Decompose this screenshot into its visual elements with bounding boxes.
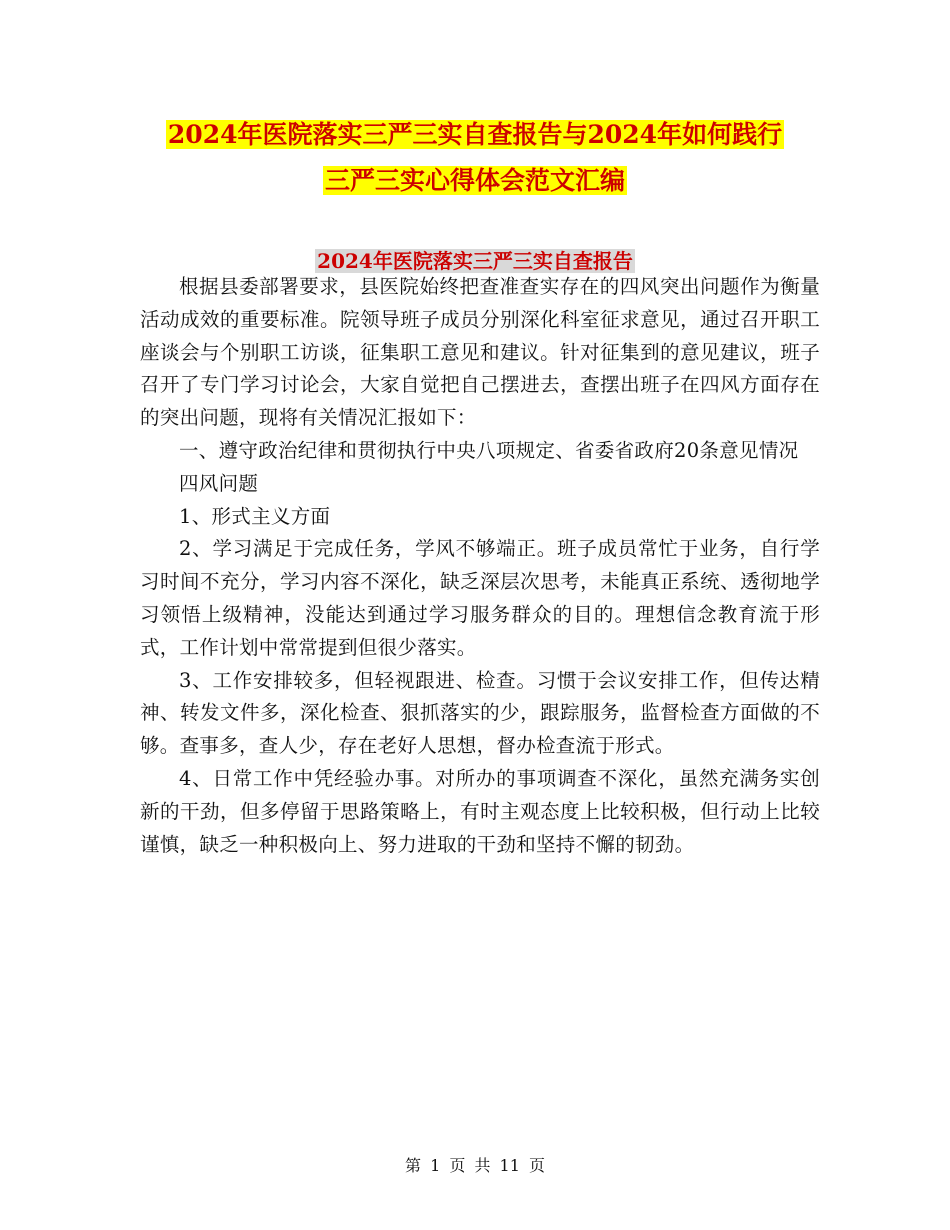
paragraph-formalism: 1、形式主义方面 bbox=[179, 504, 331, 528]
document-title bbox=[130, 112, 820, 204]
page-footer: 第 1 页 共 11 页 bbox=[405, 1156, 545, 1175]
paragraph-item-2: 2、学习满足于完成任务，学风不够端正。班子成员常忙于业务，自行学习时间不充分，学习内容不深化，缺乏深层次思考，未能真正系统、透彻地学习领悟上级精神，没能达到通过学习服务群众的目的。理想信念教育流于形式，工作计划中常常提到但很少落实。 bbox=[140, 537, 820, 659]
title-line-1-text: 2024年医院落实三严三实自查报告与2024年如何践行 bbox=[167, 120, 783, 149]
title-line-2 bbox=[130, 158, 820, 204]
paragraph-four-winds: 四风问题 bbox=[179, 471, 259, 495]
paragraph-item-3: 3、工作安排较多，但轻视跟进、检查。习惯于会议安排工作，但传达精神、转发文件多，深化检查、狠抓落实的少，跟踪服务，监督检查方面做的不够。查事多，查人少，存在老好人思想，督办检查流于形式。 bbox=[140, 668, 820, 758]
title-line-1 bbox=[130, 112, 820, 158]
title-line-2-text: 三严三实心得体会范文汇编 bbox=[324, 166, 625, 195]
body-text bbox=[140, 271, 820, 861]
paragraph-intro: 根据县委部署要求，县医院始终把查准查实存在的四风突出问题作为衡量活动成效的重要标准。院领导班子成员分别深化科室征求意见，通过召开职工座谈会与个别职工访谈，征集职工意见和建议。针对征集到的意见建议，班子召开了专门学习讨论会，大家自觉把自己摆进去，查摆出班子在四风方面存在的突出问题，现将有关情况汇报如下： bbox=[140, 275, 820, 430]
section-heading-text: 2024年医院落实三严三实自查报告 bbox=[317, 249, 633, 273]
paragraph-section-one: 一、遵守政治纪律和贯彻执行中央八项规定、省委省政府20条意见情况 bbox=[179, 438, 799, 462]
paragraph-item-4: 4、日常工作中凭经验办事。对所办的事项调查不深化，虽然充满务实创新的干劲，但多停留于思路策略上，有时主观态度上比较积极，但行动上比较谨慎，缺乏一种积极向上、努力进取的干劲和坚持不懈的韧劲。 bbox=[140, 766, 820, 856]
